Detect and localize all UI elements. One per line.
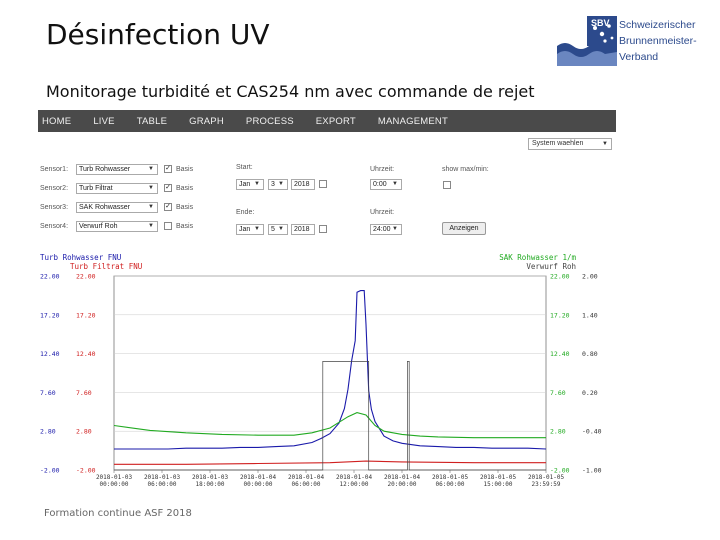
end-label: Ende: <box>236 209 255 216</box>
start-month-select[interactable] <box>236 179 264 190</box>
nav-live[interactable]: LIVE <box>93 115 115 127</box>
chevron-down-icon: ▼ <box>278 226 284 232</box>
show-minmax-checkbox[interactable] <box>443 181 451 189</box>
x-tick-date: 2018-01-03 <box>191 474 229 481</box>
sensor1-basis-checkbox[interactable]: ✓ <box>165 165 171 172</box>
x-tick-time: 12:00:00 <box>339 481 369 488</box>
y-tick-label-sak: 7.60 <box>550 388 566 397</box>
sbv-logo <box>557 16 707 66</box>
y-tick-label-sak: -2.00 <box>550 466 570 475</box>
x-tick-date: 2018-01-03 <box>95 474 133 481</box>
end-day-select[interactable] <box>268 224 288 235</box>
y-tick-label-sak: 12.40 <box>550 350 570 359</box>
start-label: Start: <box>236 164 253 171</box>
sensor3-select[interactable] <box>76 202 158 213</box>
y-tick-label-turb-roh: 22.00 <box>40 272 60 281</box>
chevron-down-icon: ▼ <box>278 181 284 187</box>
sensor3-basis-checkbox[interactable]: ✓ <box>165 203 171 210</box>
footer: Formation continue ASF 2018 <box>44 508 192 519</box>
end-day-value: 5 <box>271 226 275 233</box>
x-tick-time: 20:00:00 <box>387 481 417 488</box>
y-tick-label-turb-roh: 7.60 <box>40 388 56 397</box>
start-time-value: 0:00 <box>373 181 387 188</box>
y-tick-label-verwurf: 0.80 <box>582 350 598 359</box>
sensor3-basis-label: Basis <box>176 204 194 211</box>
chevron-down-icon: ▼ <box>148 223 154 229</box>
y-tick-label-turb-roh: 17.20 <box>40 311 60 320</box>
chevron-down-icon: ▼ <box>148 166 154 172</box>
sensor2-label: Sensor2: <box>40 185 69 192</box>
x-tick-time: 15:00:00 <box>483 481 513 488</box>
plot-frame <box>114 276 546 470</box>
y-tick-label-verwurf: -1.00 <box>582 466 602 475</box>
legend-right-entry: Verwurf Roh <box>526 262 576 271</box>
sensor1-value: Turb Rohwasser <box>79 166 131 173</box>
y-tick-label-turb-filtrat: 7.60 <box>76 388 92 397</box>
start-year-value: 2018 <box>294 181 310 188</box>
y-tick-label-verwurf: 0.20 <box>582 388 598 397</box>
logo-abbr: SBV <box>591 18 610 28</box>
x-tick-time: 18:00:00 <box>195 481 225 488</box>
x-tick-date: 2018-01-05 <box>527 474 565 481</box>
x-tick-date: 2018-01-03 <box>143 474 181 481</box>
start-month-value: Jan <box>239 181 251 188</box>
chevron-down-icon: ▼ <box>254 226 260 232</box>
y-tick-label-verwurf: 1.40 <box>582 311 598 320</box>
chevron-down-icon: ▼ <box>148 185 154 191</box>
end-time-value: 24:00 <box>373 226 391 233</box>
logo-line: Verband <box>619 51 659 63</box>
sensor3-value: SAK Rohwasser <box>79 204 130 211</box>
y-tick-label-verwurf: -0.40 <box>582 427 602 436</box>
y-tick-label-turb-roh: 12.40 <box>40 350 60 359</box>
sensor2-basis-checkbox[interactable]: ✓ <box>165 184 171 191</box>
sensor3-label: Sensor3: <box>40 204 69 211</box>
x-tick-date: 2018-01-04 <box>383 474 421 481</box>
start-date-checkbox[interactable] <box>319 180 327 188</box>
sensor1-basis-label: Basis <box>176 166 194 173</box>
chevron-down-icon: ▼ <box>148 204 154 210</box>
legend-left-entry: Turb Rohwasser FNU <box>40 253 122 262</box>
chevron-down-icon: ▼ <box>602 141 608 147</box>
y-tick-label-turb-roh: -2.00 <box>40 466 60 475</box>
y-tick-label-turb-filtrat: 12.40 <box>76 350 96 359</box>
x-tick-date: 2018-01-04 <box>287 474 325 481</box>
slide-title: Désinfection UV <box>46 18 270 51</box>
start-time-label: Uhrzeit: <box>370 166 395 173</box>
sensor4-basis-label: Basis <box>176 223 194 230</box>
x-tick-time: 00:00:00 <box>99 481 129 488</box>
sensor2-basis-label: Basis <box>176 185 194 192</box>
show-minmax-label: show max/min: <box>442 166 489 173</box>
show-button[interactable]: Anzeigen <box>442 222 486 235</box>
logo-text <box>619 17 697 65</box>
line-chart <box>38 252 616 500</box>
chart-area <box>38 252 616 500</box>
chevron-down-icon: ▼ <box>392 226 398 232</box>
chevron-down-icon: ▼ <box>254 181 260 187</box>
y-tick-label-turb-filtrat: 17.20 <box>76 311 96 320</box>
end-time-select[interactable] <box>370 224 402 235</box>
y-tick-label-sak: 17.20 <box>550 311 570 320</box>
nav-table[interactable]: TABLE <box>136 115 168 127</box>
x-tick-date: 2018-01-05 <box>431 474 469 481</box>
main-navbar <box>38 110 616 132</box>
nav-process[interactable]: PROCESS <box>245 115 294 127</box>
y-tick-label-sak: 22.00 <box>550 272 570 281</box>
legend-right-entry: SAK Rohwasser 1/m <box>499 253 576 262</box>
x-tick-time: 23:59:59 <box>531 481 561 488</box>
sensor4-select[interactable] <box>76 221 158 232</box>
y-tick-label-verwurf: 2.00 <box>582 272 598 281</box>
sensor1-label: Sensor1: <box>40 166 69 173</box>
y-tick-label-turb-roh: 2.80 <box>40 427 56 436</box>
sensor4-basis-checkbox[interactable] <box>164 222 172 230</box>
end-month-select[interactable] <box>236 224 264 235</box>
monitoring-app <box>38 110 616 500</box>
y-tick-label-sak: 2.80 <box>550 427 566 436</box>
x-tick-time: 00:00:00 <box>243 481 273 488</box>
y-tick-label-turb-filtrat: 2.80 <box>76 427 92 436</box>
logo-line: Schweizerischer <box>619 19 696 31</box>
start-year-input[interactable] <box>291 179 315 190</box>
end-year-value: 2018 <box>294 226 310 233</box>
nav-export[interactable]: EXPORT <box>315 115 356 127</box>
x-tick-date: 2018-01-04 <box>239 474 277 481</box>
end-month-value: Jan <box>239 226 251 233</box>
sensor4-value: Verwurf Roh <box>79 223 118 230</box>
sensor2-value: Turb Filtrat <box>79 185 113 192</box>
chevron-down-icon: ▼ <box>392 181 398 187</box>
legend-left-entry: Turb Filtrat FNU <box>70 262 143 271</box>
x-tick-date: 2018-01-05 <box>479 474 517 481</box>
end-date-checkbox[interactable] <box>319 225 327 233</box>
sensor1-select[interactable] <box>76 164 158 175</box>
slide-subtitle: Monitorage turbidité et CAS254 nm avec commande de rejet <box>46 82 535 101</box>
x-tick-time: 06:00:00 <box>291 481 321 488</box>
start-time-select[interactable] <box>370 179 402 190</box>
start-day-value: 3 <box>271 181 275 188</box>
logo-line: Brunnenmeister- <box>619 35 697 47</box>
end-time-label: Uhrzeit: <box>370 209 395 216</box>
nav-home[interactable]: HOME <box>42 115 72 127</box>
end-year-input[interactable] <box>291 224 315 235</box>
y-tick-label-turb-filtrat: -2.00 <box>76 466 96 475</box>
system-select[interactable] <box>528 138 612 150</box>
system-select-value: System waehlen <box>532 140 584 147</box>
x-tick-time: 06:00:00 <box>147 481 177 488</box>
y-tick-label-turb-filtrat: 22.00 <box>76 272 96 281</box>
sensor4-label: Sensor4: <box>40 223 69 230</box>
nav-graph[interactable]: GRAPH <box>189 115 224 127</box>
x-tick-time: 06:00:00 <box>435 481 465 488</box>
nav-management[interactable]: MANAGEMENT <box>377 115 448 127</box>
x-tick-date: 2018-01-04 <box>335 474 373 481</box>
sensor2-select[interactable] <box>76 183 158 194</box>
start-day-select[interactable] <box>268 179 288 190</box>
